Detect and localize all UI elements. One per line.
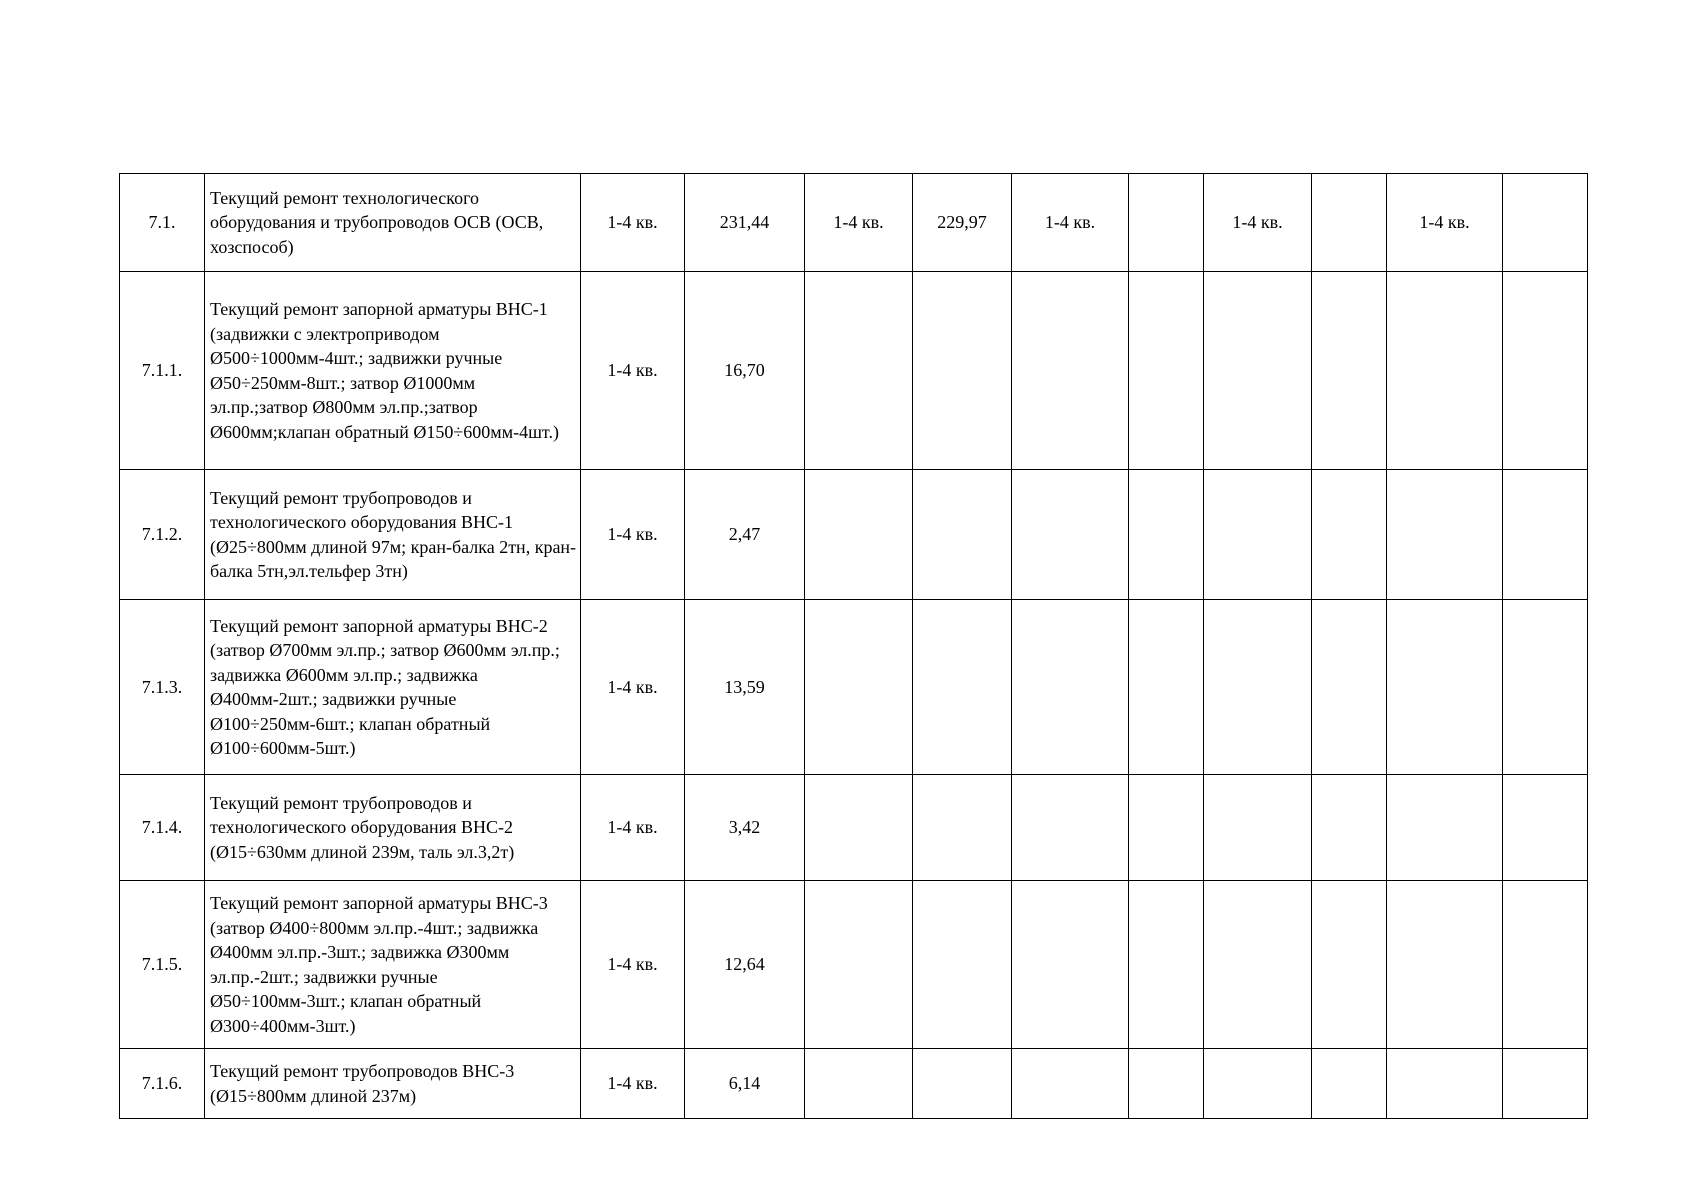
amount-cell: 229,97 xyxy=(913,174,1012,272)
period-cell: 1-4 кв. xyxy=(581,600,685,775)
period-cell: 1-4 кв. xyxy=(581,775,685,881)
table-row xyxy=(120,1049,1588,1119)
amount-cell xyxy=(1129,600,1204,775)
document-sheet xyxy=(119,173,1587,1119)
amount-cell xyxy=(1312,775,1387,881)
repair-schedule-table xyxy=(119,173,1588,1119)
amount-cell: 3,42 xyxy=(685,775,805,881)
period-cell xyxy=(1204,1049,1312,1119)
amount-cell xyxy=(1503,470,1588,600)
amount-cell xyxy=(1129,881,1204,1049)
amount-cell: 6,14 xyxy=(685,1049,805,1119)
period-cell xyxy=(1387,775,1503,881)
period-cell xyxy=(1204,272,1312,470)
period-cell: 1-4 кв. xyxy=(805,174,913,272)
period-cell xyxy=(1387,881,1503,1049)
period-cell xyxy=(1204,881,1312,1049)
period-cell xyxy=(805,1049,913,1119)
row-number: 7.1.4. xyxy=(120,775,205,881)
amount-cell xyxy=(1312,174,1387,272)
period-cell xyxy=(805,600,913,775)
amount-cell xyxy=(1503,775,1588,881)
period-cell xyxy=(805,272,913,470)
amount-cell xyxy=(1129,775,1204,881)
amount-cell xyxy=(1312,600,1387,775)
period-cell: 1-4 кв. xyxy=(581,174,685,272)
row-description: Текущий ремонт запорной арматуры ВНС-1 (задвижки с электроприводом Ø500÷1000мм-4шт.; задвижки ручные Ø50÷250мм-8шт.; затвор Ø1000мм эл.пр.;затвор Ø800мм эл.пр.;затвор Ø600мм;клапан обратный Ø150÷600мм-4шт.) xyxy=(205,272,581,470)
period-cell xyxy=(1387,600,1503,775)
amount-cell: 2,47 xyxy=(685,470,805,600)
period-cell: 1-4 кв. xyxy=(1204,174,1312,272)
period-cell: 1-4 кв. xyxy=(581,881,685,1049)
amount-cell xyxy=(913,775,1012,881)
amount-cell xyxy=(1312,1049,1387,1119)
table-row xyxy=(120,775,1588,881)
row-number: 7.1.6. xyxy=(120,1049,205,1119)
amount-cell: 12,64 xyxy=(685,881,805,1049)
period-cell xyxy=(1204,470,1312,600)
row-description: Текущий ремонт технологического оборудования и трубопроводов ОСВ (ОСВ, хозспособ) xyxy=(205,174,581,272)
table-row xyxy=(120,470,1588,600)
period-cell xyxy=(1012,775,1129,881)
row-number: 7.1.2. xyxy=(120,470,205,600)
row-description: Текущий ремонт трубопроводов ВНС-3 (Ø15÷800мм длиной 237м) xyxy=(205,1049,581,1119)
period-cell: 1-4 кв. xyxy=(581,1049,685,1119)
period-cell: 1-4 кв. xyxy=(581,470,685,600)
period-cell xyxy=(1012,272,1129,470)
amount-cell xyxy=(1503,1049,1588,1119)
amount-cell xyxy=(1312,470,1387,600)
period-cell xyxy=(805,881,913,1049)
period-cell xyxy=(1012,1049,1129,1119)
table-row xyxy=(120,272,1588,470)
row-description: Текущий ремонт трубопроводов и технологического оборудования ВНС-1 (Ø25÷800мм длиной 97м; кран-балка 2тн, кран-балка 5тн,эл.тельфер 3тн) xyxy=(205,470,581,600)
row-number: 7.1.3. xyxy=(120,600,205,775)
period-cell xyxy=(1012,600,1129,775)
period-cell: 1-4 кв. xyxy=(1387,174,1503,272)
amount-cell: 231,44 xyxy=(685,174,805,272)
period-cell xyxy=(1204,775,1312,881)
amount-cell xyxy=(1129,470,1204,600)
period-cell xyxy=(805,470,913,600)
row-number: 7.1.5. xyxy=(120,881,205,1049)
amount-cell xyxy=(1129,1049,1204,1119)
amount-cell xyxy=(1503,881,1588,1049)
amount-cell xyxy=(1129,174,1204,272)
period-cell xyxy=(1387,272,1503,470)
row-number: 7.1.1. xyxy=(120,272,205,470)
amount-cell xyxy=(913,881,1012,1049)
period-cell xyxy=(805,775,913,881)
amount-cell xyxy=(1312,881,1387,1049)
row-number: 7.1. xyxy=(120,174,205,272)
period-cell xyxy=(1387,1049,1503,1119)
table-row xyxy=(120,600,1588,775)
period-cell: 1-4 кв. xyxy=(581,272,685,470)
amount-cell xyxy=(913,600,1012,775)
period-cell: 1-4 кв. xyxy=(1012,174,1129,272)
amount-cell xyxy=(1312,272,1387,470)
table-row xyxy=(120,881,1588,1049)
amount-cell xyxy=(1503,272,1588,470)
amount-cell xyxy=(913,272,1012,470)
period-cell xyxy=(1012,881,1129,1049)
period-cell xyxy=(1387,470,1503,600)
period-cell xyxy=(1012,470,1129,600)
amount-cell: 16,70 xyxy=(685,272,805,470)
amount-cell: 13,59 xyxy=(685,600,805,775)
row-description: Текущий ремонт трубопроводов и технологического оборудования ВНС-2 (Ø15÷630мм длиной 239м, таль эл.3,2т) xyxy=(205,775,581,881)
amount-cell xyxy=(1503,174,1588,272)
amount-cell xyxy=(913,470,1012,600)
amount-cell xyxy=(913,1049,1012,1119)
row-description: Текущий ремонт запорной арматуры ВНС-2 (затвор Ø700мм эл.пр.; затвор Ø600мм эл.пр.; задвижка Ø600мм эл.пр.; задвижка Ø400мм-2шт.; задвижки ручные Ø100÷250мм-6шт.; клапан обратный Ø100÷600мм-5шт.) xyxy=(205,600,581,775)
table-body xyxy=(120,174,1588,1119)
row-description: Текущий ремонт запорной арматуры ВНС-3 (затвор Ø400÷800мм эл.пр.-4шт.; задвижка Ø400мм эл.пр.-3шт.; задвижка Ø300мм эл.пр.-2шт.; задвижки ручные Ø50÷100мм-3шт.; клапан обратный Ø300÷400мм-3шт.) xyxy=(205,881,581,1049)
amount-cell xyxy=(1503,600,1588,775)
period-cell xyxy=(1204,600,1312,775)
amount-cell xyxy=(1129,272,1204,470)
table-row xyxy=(120,174,1588,272)
